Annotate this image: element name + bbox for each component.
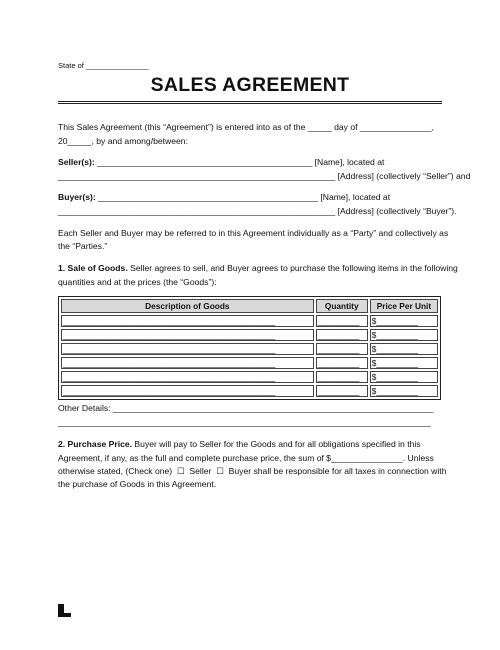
column-header-price: Price Per Unit bbox=[370, 299, 438, 313]
goods-table-header-row bbox=[61, 299, 438, 313]
description-cell[interactable]: ______________________________________________ bbox=[61, 357, 314, 369]
title-divider-bottom bbox=[58, 103, 442, 104]
quantity-cell[interactable]: _________ bbox=[316, 385, 368, 397]
document-title: SALES AGREEMENT bbox=[150, 74, 350, 96]
table-row bbox=[61, 357, 438, 369]
table-row bbox=[61, 315, 438, 327]
table-row bbox=[61, 343, 438, 355]
section1-line-1 bbox=[58, 263, 458, 274]
seller-name-text: _____________________________________________ [Name], located at bbox=[94, 157, 385, 167]
intro-line-2: 20_____, by and among/between: bbox=[58, 136, 188, 146]
logo-horizontal-bar bbox=[58, 613, 71, 617]
section2-line-1 bbox=[58, 439, 421, 450]
quantity-cell[interactable]: _________ bbox=[316, 357, 368, 369]
section2-text: Buyer will pay to Seller for the Goods and for all obligations specified in this bbox=[132, 439, 421, 449]
title-divider-top bbox=[58, 101, 442, 102]
parties-line-2: the “Parties.” bbox=[58, 241, 108, 251]
section2-heading: 2. Purchase Price. bbox=[58, 439, 133, 449]
brand-logo-icon bbox=[58, 604, 71, 617]
description-cell[interactable]: ______________________________________________ bbox=[61, 315, 314, 327]
section2-line-2: Agreement, if any, as the full and complete purchase price, the sum of $_______________. Unless bbox=[58, 453, 434, 463]
seller-label: Seller(s): bbox=[58, 157, 95, 167]
section2-line-4: the purchase of Goods in this Agreement. bbox=[58, 479, 217, 489]
quantity-cell[interactable]: _________ bbox=[316, 315, 368, 327]
buyer-line-1 bbox=[58, 192, 390, 203]
parties-line-1: Each Seller and Buyer may be referred to in this Agreement individually as a “Party” and collectively as bbox=[58, 228, 449, 238]
table-row bbox=[61, 371, 438, 383]
other-details-line-1[interactable]: Other Details: ___________________________________________________________________ bbox=[58, 403, 434, 413]
section2-line-3: otherwise stated, (Check one) ☐ Seller ☐ Buyer shall be responsible for all taxes in connection with bbox=[58, 466, 447, 476]
quantity-cell[interactable]: _________ bbox=[316, 329, 368, 341]
description-cell[interactable]: ______________________________________________ bbox=[61, 329, 314, 341]
section1-text: Seller agrees to sell, and Buyer agrees to purchase the following items in the following bbox=[127, 263, 458, 273]
other-details-line-2[interactable]: ______________________________________________________________________________ bbox=[58, 417, 431, 427]
section1-heading: 1. Sale of Goods. bbox=[58, 263, 128, 273]
goods-table bbox=[58, 296, 441, 400]
buyer-label: Buyer(s): bbox=[58, 192, 96, 202]
state-line: State of _______________ bbox=[58, 61, 149, 70]
table-row bbox=[61, 329, 438, 341]
description-cell[interactable]: ______________________________________________ bbox=[61, 385, 314, 397]
price-cell[interactable]: $_________ bbox=[370, 329, 438, 341]
buyer-address-line: __________________________________________________________ [Address] (collectively “Buyer”). bbox=[58, 206, 457, 216]
description-cell[interactable]: ______________________________________________ bbox=[61, 343, 314, 355]
price-cell[interactable]: $_________ bbox=[370, 343, 438, 355]
intro-line-1: This Sales Agreement (this “Agreement”) is entered into as of the _____ day of _______________, bbox=[58, 122, 434, 132]
quantity-cell[interactable]: _________ bbox=[316, 343, 368, 355]
quantity-cell[interactable]: _________ bbox=[316, 371, 368, 383]
section1-line-2: quantities and at the prices (the “Goods”): bbox=[58, 277, 217, 287]
seller-address-line: __________________________________________________________ [Address] (collectively “Seller”) and bbox=[58, 171, 471, 181]
price-cell[interactable]: $_________ bbox=[370, 357, 438, 369]
column-header-description: Description of Goods bbox=[61, 299, 314, 313]
price-cell[interactable]: $_________ bbox=[370, 371, 438, 383]
table-row bbox=[61, 385, 438, 397]
column-header-quantity: Quantity bbox=[316, 299, 368, 313]
seller-line-1 bbox=[58, 157, 384, 168]
price-cell[interactable]: $_________ bbox=[370, 315, 438, 327]
description-cell[interactable]: ______________________________________________ bbox=[61, 371, 314, 383]
price-cell[interactable]: $_________ bbox=[370, 385, 438, 397]
buyer-name-text: ______________________________________________ [Name], located at bbox=[95, 192, 391, 202]
